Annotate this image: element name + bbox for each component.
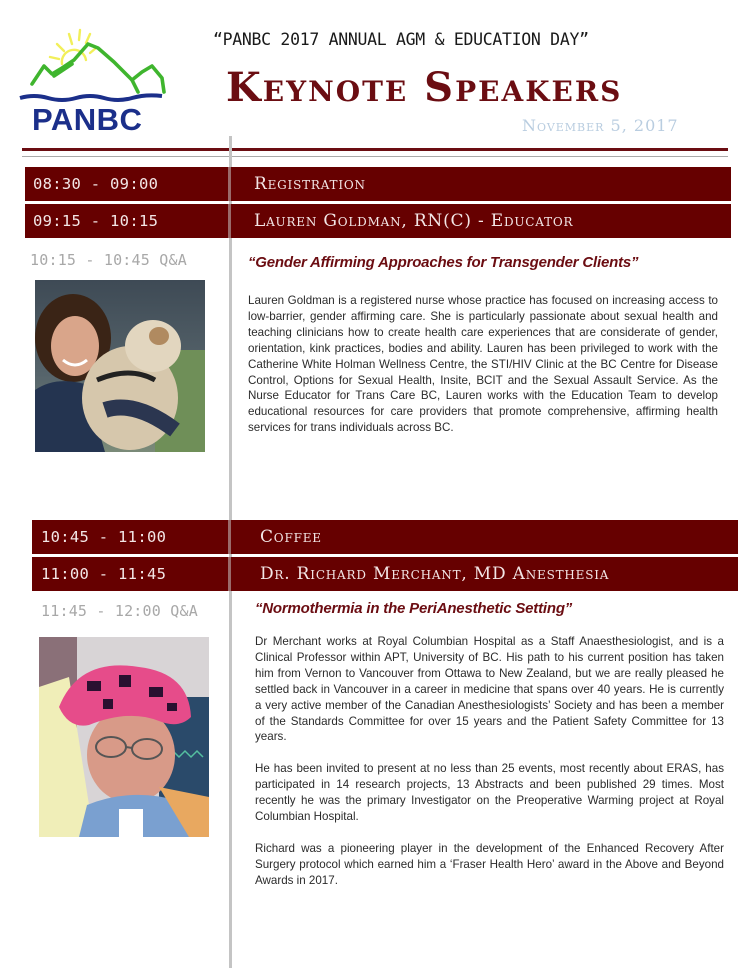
talk-title: “Normothermia in the PeriAnesthetic Setting”	[255, 600, 573, 617]
header-rule-primary	[22, 148, 728, 151]
row-divider	[228, 204, 231, 238]
logo-wordmark: PANBC	[32, 102, 143, 137]
row-divider	[228, 520, 231, 554]
session-time: 10:45 - 11:00	[41, 528, 167, 546]
speaker-bio	[248, 293, 718, 436]
bio-paragraph: Richard was a pioneering player in the development of the Enhanced Recovery After Surgery protocol which earned him a ‘Fraser Health Hero’ award in the Above and Beyond Awards in 2017.	[255, 841, 724, 887]
page-title: Keynote Speakers	[226, 64, 623, 111]
session-label: Coffee	[260, 527, 322, 547]
header-rule-secondary	[22, 156, 728, 157]
schedule-row	[25, 204, 731, 238]
event-title: “PANBC 2017 ANNUAL AGM & EDUCATION DAY”	[213, 30, 589, 49]
schedule-row	[25, 167, 731, 201]
panbc-logo	[14, 22, 174, 140]
row-divider	[228, 167, 231, 201]
speaker-photo	[39, 637, 209, 837]
bio-paragraph: Dr Merchant works at Royal Columbian Hospital as a Staff Anaesthesiologist, and is a Clinical Professor within APT, University of BC. His path to his current position has taken him from Vernon to Vancouver from Ottawa to New Zealand, but we are really pleased he settled back in Vancouver in a career in medicine that spans over 40 years. He is currently a very active member of the Canadian Anesthesiologists’ Society and has been a member of the Standards Committee for over 15 years and the Patient Safety Committee for 13 years.	[255, 635, 724, 744]
session-label: Dr. Richard Merchant, MD Anesthesia	[260, 564, 610, 584]
talk-title: “Gender Affirming Approaches for Transgender Clients”	[248, 254, 639, 271]
speaker-photo	[35, 280, 205, 452]
bio-paragraph: He has been invited to present at no less than 25 events, most recently about ERAS, has participated in 14 research projects, 13 Abstracts and been published 29 times. Most recently he was the primary Investigator on the Preoperative Warming project at Royal Columbian Hospital.	[255, 762, 724, 823]
session-time: 11:00 - 11:45	[41, 565, 167, 583]
session-time: 09:15 - 10:15	[33, 212, 159, 230]
session-label: Registration	[254, 174, 366, 194]
session-time: 08:30 - 09:00	[33, 175, 159, 193]
session-label: Lauren Goldman, RN(C) - Educator	[254, 211, 574, 231]
speaker-bio	[255, 634, 724, 888]
row-divider	[228, 557, 231, 591]
photo-richard-merchant-icon	[39, 637, 209, 837]
bio-paragraph: Lauren Goldman is a registered nurse whose practice has focused on increasing access to low-barrier, gender affirming care. She is particularly passionate about sexual health and teaching clinicians how to create health care experiences that are considerate of gender, orientation, kink practices, bodies and ability. Lauren has been privileged to work with the Catherine White Holman Wellness Centre, the STI/HIV Clinic at the BC Centre for Disease Control, Options for Sexual Health, Insite, BCIT and the Sexual Assault Service. As the Nurse Educator for Trans Care BC, Lauren works with the Education Team to develop educational resources for care providers that promote comprehensive, affirming health services for trans individuals across BC.	[248, 294, 718, 435]
event-date: November 5, 2017	[522, 116, 679, 135]
qa-time: 10:15 - 10:45 Q&A	[30, 251, 187, 269]
schedule-row	[32, 557, 738, 591]
photo-lauren-goldman-icon	[35, 280, 205, 452]
qa-time: 11:45 - 12:00 Q&A	[41, 602, 198, 620]
schedule-row	[32, 520, 738, 554]
